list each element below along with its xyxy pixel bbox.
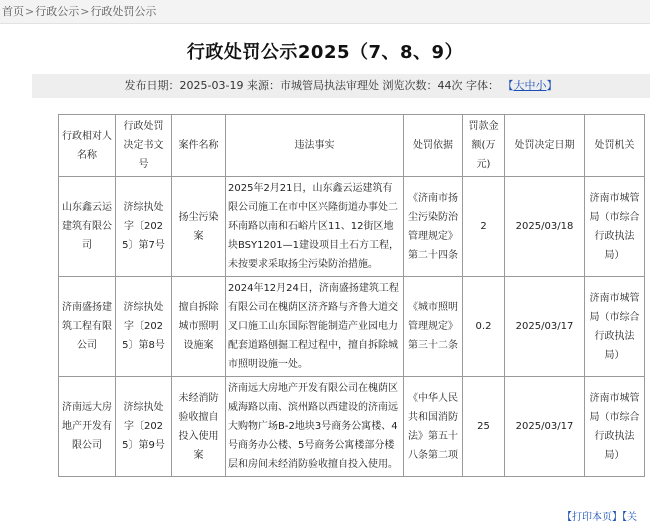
- breadcrumb-separator: >: [25, 5, 35, 18]
- column-header-basis: 处罚依据: [404, 115, 463, 177]
- decision-date-cell: 2025/03/17: [505, 277, 585, 377]
- decision-date-cell: 2025/03/18: [505, 177, 585, 277]
- source: 市城管局执法审理处: [279, 79, 379, 92]
- case-name-cell: 扬尘污染案: [172, 177, 226, 277]
- fine-cell: 0.2: [463, 277, 505, 377]
- column-header-party: 行政相对人名称: [59, 115, 116, 177]
- authority-cell: 济南市城管局（市综合行政执法局）: [585, 177, 645, 277]
- party-cell: 济南盛扬建筑工程有限公司: [59, 277, 116, 377]
- column-header-decision-date: 处罚决定日期: [505, 115, 585, 177]
- column-header-fine: 罚款金额(万元): [463, 115, 505, 177]
- font-size-label: 字体：: [465, 79, 499, 92]
- publish-date-label: 发布日期：: [124, 79, 180, 92]
- breadcrumb-penalty-notice[interactable]: 行政处罚公示: [90, 5, 157, 18]
- document-number-cell: 济综执处字〔2025〕第7号: [116, 177, 172, 277]
- column-header-facts: 违法事实: [226, 115, 404, 177]
- column-header-document-number: 行政处罚决定书文号: [116, 115, 172, 177]
- source-label: 来源：: [246, 79, 280, 92]
- breadcrumb-public-notice[interactable]: 行政公示: [35, 5, 80, 18]
- breadcrumb: [0, 0, 650, 24]
- basis-cell: 《中华人民共和国消防法》第五十八条第二项: [404, 377, 463, 477]
- table-row: [59, 177, 645, 277]
- views-label: 浏览次数：: [382, 79, 438, 92]
- page-title: 行政处罚公示2025（7、8、9）: [186, 42, 464, 63]
- decision-date-cell: 2025/03/17: [505, 377, 585, 477]
- party-cell: 济南远大房地产开发有限公司: [59, 377, 116, 477]
- authority-cell: 济南市城管局（市综合行政执法局）: [585, 277, 645, 377]
- case-name-cell: 擅自拆除城市照明设施案: [172, 277, 226, 377]
- publish-date: 2025-03-19: [179, 79, 244, 92]
- basis-cell: 《济南市扬尘污染防治管理规定》第二十四条: [404, 177, 463, 277]
- case-name-cell: 未经消防验收擅自投入使用案: [172, 377, 226, 477]
- print-close-links[interactable]: 【打印本页】【关: [562, 512, 637, 523]
- facts-cell: 2024年12月24日，济南盛扬建筑工程有限公司在槐荫区济齐路与齐鲁大道交叉口施工山东国际智能制造产业园电力配套道路刨掘工程过程中，擅自拆除城市照明设施一处。: [226, 277, 404, 377]
- basis-cell: 《城市照明管理规定》第三十二条: [404, 277, 463, 377]
- document-number-cell: 济综执处字〔2025〕第9号: [116, 377, 172, 477]
- views-count: 44次: [437, 79, 463, 92]
- facts-cell: 济南远大房地产开发有限公司在槐荫区威海路以南、滨州路以西建设的济南远大购物广场B-2地块3号商务公寓楼、4号商务办公楼、5号商务公寓楼部分楼层和房间未经消防验收擅自投入使用。: [226, 377, 404, 477]
- table-row: [59, 277, 645, 377]
- facts-cell: 2025年2月21日，山东鑫云运建筑有限公司施工在市中区兴隆街道办事处二环南路以南和石峪片区11、12街区地块BSY1201—1建设项目土石方工程，未按要求采取扬尘污染防治措施。: [226, 177, 404, 277]
- fine-cell: 25: [463, 377, 505, 477]
- font-size-medium-link[interactable]: 中: [524, 79, 536, 92]
- breadcrumb-home[interactable]: 首页: [2, 5, 24, 18]
- breadcrumb-separator: >: [80, 5, 90, 18]
- penalty-table: [58, 114, 645, 477]
- article-meta-bar: [32, 74, 650, 98]
- party-cell: 山东鑫云运建筑有限公司: [59, 177, 116, 277]
- fine-cell: 2: [463, 177, 505, 277]
- font-size-bracket-open: 【: [502, 79, 514, 92]
- font-size-large-link[interactable]: 大: [513, 79, 525, 92]
- font-size-small-link[interactable]: 小: [535, 79, 547, 92]
- authority-cell: 济南市城管局（市综合行政执法局）: [585, 377, 645, 477]
- column-header-case-name: 案件名称: [172, 115, 226, 177]
- table-row: [59, 377, 645, 477]
- font-size-bracket-close: 】: [546, 79, 558, 92]
- document-number-cell: 济综执处字〔2025〕第8号: [116, 277, 172, 377]
- column-header-authority: 处罚机关: [585, 115, 645, 177]
- table-header-row: [59, 115, 645, 177]
